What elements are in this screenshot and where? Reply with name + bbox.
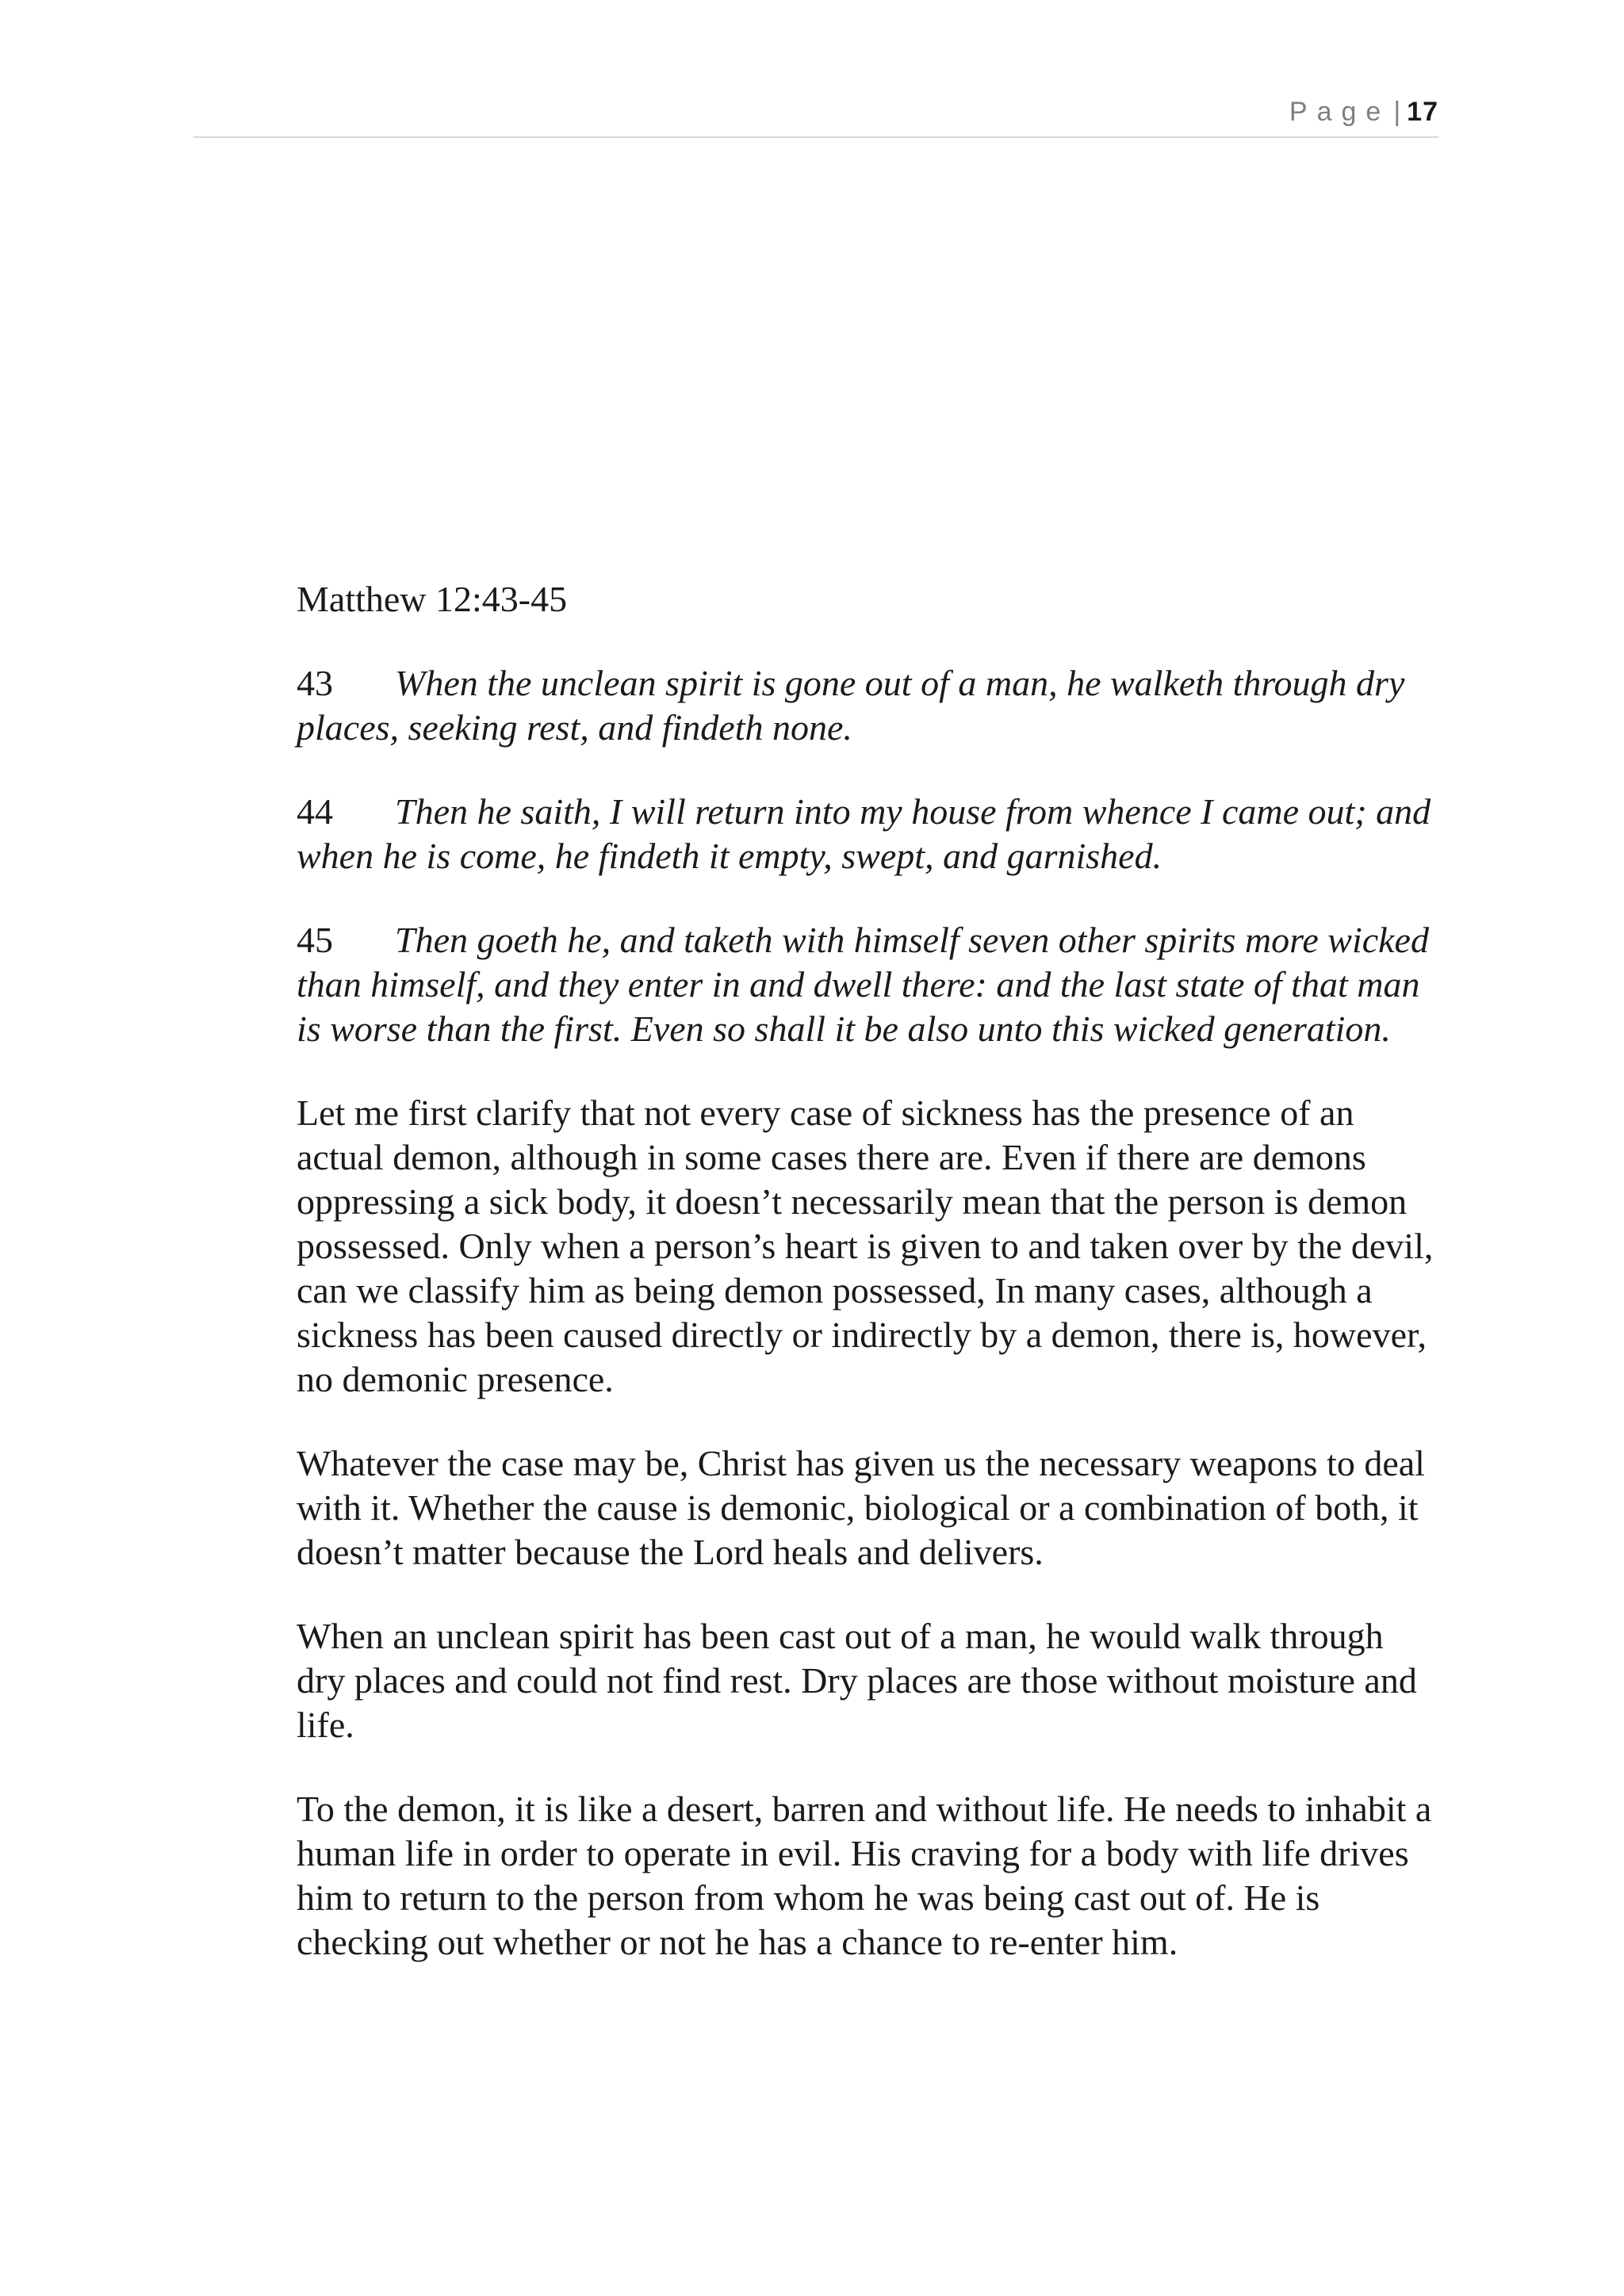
- body-paragraph-4: To the demon, it is like a desert, barren and without life. He needs to inhabit a human life in order to operate in evil. His craving for a body with life drives him to return to the person from whom he was being cast out of. He is checking out whether or not he has a chance to re-enter him.: [297, 1789, 1432, 1962]
- page-body: [297, 577, 1438, 2004]
- verse-43: [297, 661, 1438, 750]
- body-paragraph-2: Whatever the case may be, Christ has given us the necessary weapons to deal with it. Whether the cause is demonic, biological or a combination of both, it doesn’t matter because the Lord heals and delivers.: [297, 1443, 1425, 1572]
- verse-text: Then he saith, I will return into my house from whence I came out; and when he is come, he findeth it empty, swept, and garnished.: [297, 791, 1431, 876]
- page-number-label: [1289, 97, 1438, 128]
- verse-number: 43: [297, 663, 333, 703]
- body-paragraph-1: Let me first clarify that not every case of sickness has the presence of an actual demon, although in some cases there are. Even if there are demons oppressing a sick body, it doesn’t necessarily mean that the person is demon possessed. Only when a person’s heart is given to and taken over by the devil, can we classify him as being demon possessed, In many cases, although a sickness has been caused directly or indirectly by a demon, there is, however, no demonic presence.: [297, 1093, 1434, 1399]
- page-header: [193, 94, 1438, 138]
- page-word: Page: [1289, 97, 1391, 127]
- verse-number: 45: [297, 920, 333, 960]
- verse-45: [297, 918, 1438, 1051]
- verse-text: When the unclean spirit is gone out of a man, he walketh through dry places, seeking rest, and findeth none.: [297, 663, 1405, 748]
- verse-44: [297, 790, 1438, 878]
- page-number: 17: [1407, 97, 1438, 127]
- verse-text: Then goeth he, and taketh with himself seven other spirits more wicked than himself, and they enter in and dwell there: and the last state of that man is worse than the first. Even so shall it be also unto this wicked generation.: [297, 920, 1429, 1049]
- body-paragraph-3: When an unclean spirit has been cast out of a man, he would walk through dry places and could not find rest. Dry places are those without moisture and life.: [297, 1616, 1417, 1745]
- verse-number: 44: [297, 791, 333, 832]
- scripture-reference: Matthew 12:43-45: [297, 579, 568, 619]
- page-separator: |: [1393, 97, 1401, 127]
